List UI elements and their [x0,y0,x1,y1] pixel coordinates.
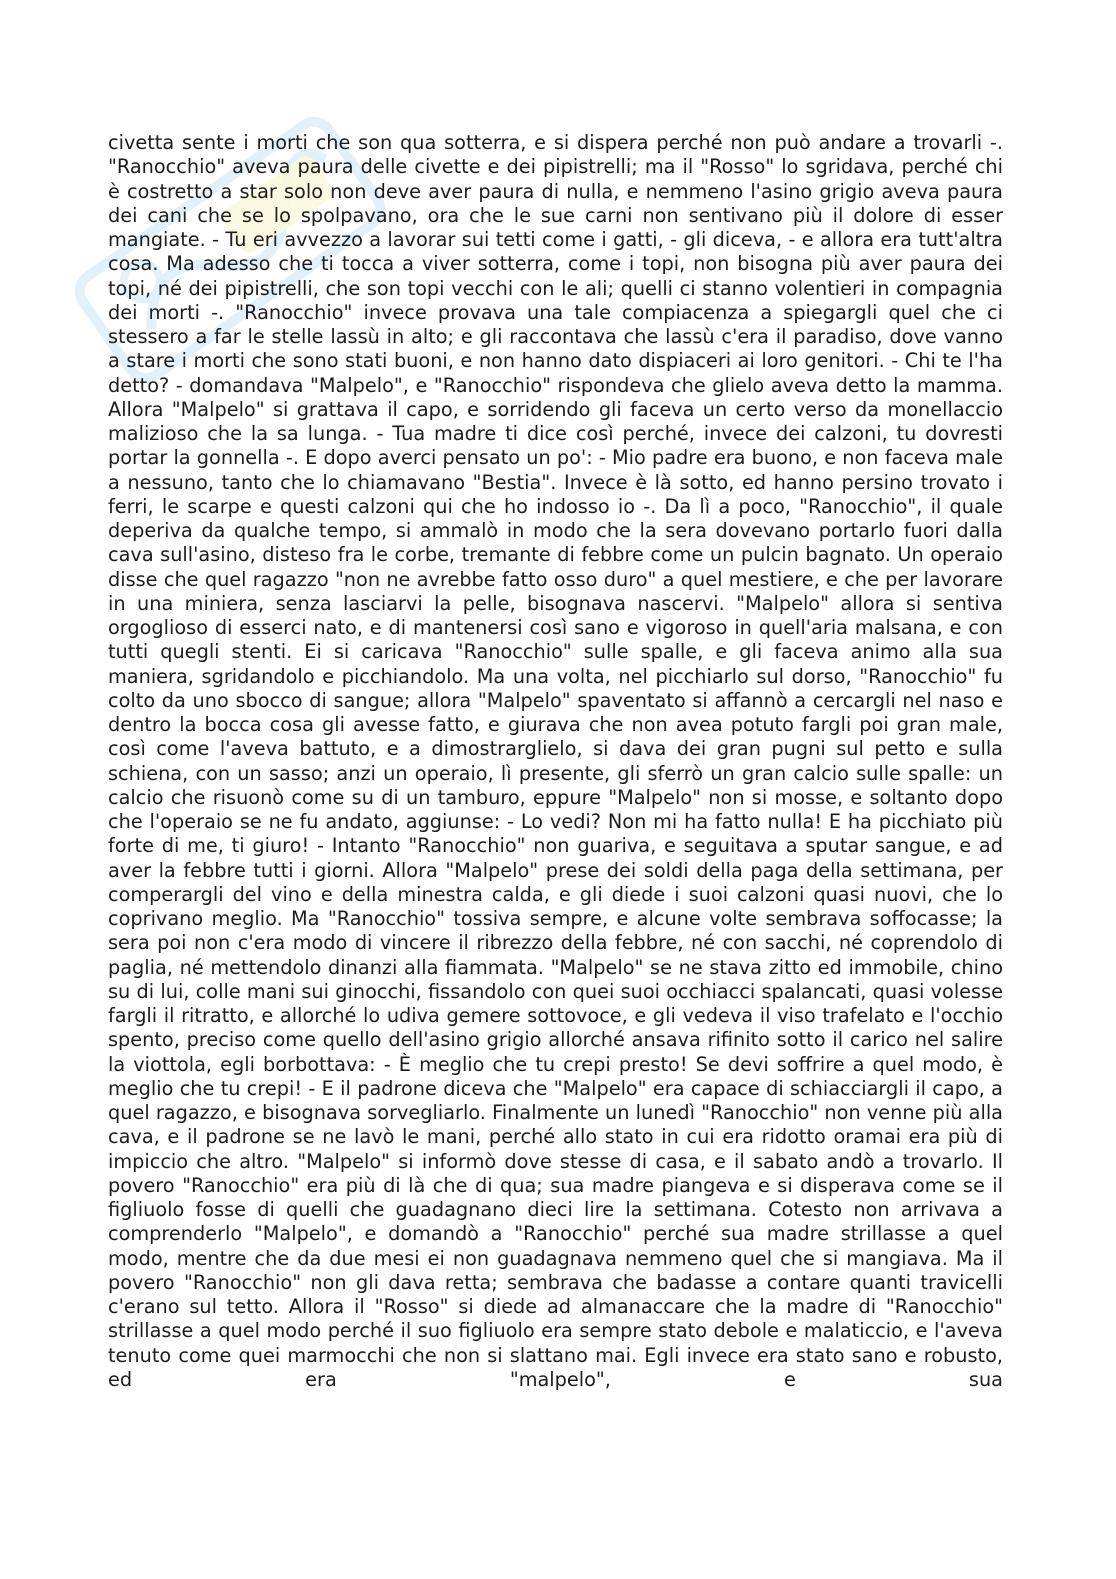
body-text: civetta sente i morti che son qua sotterra, e si dispera perché non può andare a trovarli -. "Ranocchio" aveva paura delle civette e dei pipistrelli; ma il "Rosso" lo sgridava, perché chi è costretto a star solo non deve aver paura di nulla, e nemmeno l'asino grigio aveva paura dei cani che se lo spolpavano, ora che le sue carni non sentivano più il dolore di esser mangiate. - Tu eri avvezzo a lavorar sui tetti come i gatti, - gli diceva, - e allora era tutt'altra cosa. Ma adesso che ti tocca a viver sotterra, come i topi, non bisogna più aver paura dei topi, né dei pipistrelli, che son topi vecchi con le ali; quelli ci stanno volentieri in compagnia dei morti -. "Ranocchio" invece provava una tale compiacenza a spiegargli quel che ci stessero a far le stelle lassù in alto; e gli raccontava che lassù c'era il paradiso, dove vanno a stare i morti che sono stati buoni, e non hanno dato dispiaceri ai loro genitori. - Chi te l'ha detto? - domandava "Malpelo", e "Ranocchio" rispondeva che glielo aveva detto la mamma. Allora "Malpelo" si grattava il capo, e sorridendo gli faceva un certo verso da monellaccio malizioso che la sa lunga. - Tua madre ti dice così perché, invece dei calzoni, tu dovresti portar la gonnella -. E dopo averci pensato un po': - Mio padre era buono, e non faceva male a nessuno, tanto che lo chiamavano "Bestia". Invece è là sotto, ed hanno persino trovato i ferri, le scarpe e questi calzoni qui che ho indosso io -. Da lì a poco, "Ranocchio", il quale deperiva da qualche tempo, si ammalò in modo che la sera dovevano portarlo fuori dalla cava sull'asino, disteso fra le corbe, tremante di febbre come un pulcin bagnato. Un operaio disse che quel ragazzo "non ne avrebbe fatto osso duro" a quel mestiere, e che per lavorare in una miniera, senza lasciarvi la pelle, bisognava nascervi. "Malpelo" allora si sentiva orgoglioso di esserci nato, e di mantenersi così sano e vigoroso in quell'aria malsana, e con tutti quegli stenti. Ei si caricava "Ranocchio" sulle spalle, e gli faceva animo alla sua maniera, sgridandolo e picchiandolo. Ma una volta, nel picchiarlo sul dorso, "Ranocchio" fu colto da uno sbocco di sangue; allora "Malpelo" spaventato si affannò a cercargli nel naso e dentro la bocca cosa gli avesse fatto, e giurava che non avea potuto fargli poi gran male, così come l'aveva battuto, e a dimostrarglielo, si dava dei gran pugni sul petto e sulla schiena, con un sasso; anzi un operaio, lì presente, gli sferrò un gran calcio sulle spalle: un calcio che risuonò come su di un tamburo, eppure "Malpelo" non si mosse, e soltanto dopo che l'operaio se ne fu andato, aggiunse: - Lo vedi? Non mi ha fatto nulla! E ha picchiato più forte di me, ti giuro! - Intanto "Ranocchio" non guariva, e seguitava a sputar sangue, e ad aver la febbre tutti i giorni. Allora "Malpelo" prese dei soldi della paga della settimana, per comperargli del vino e della minestra calda, e gli diede i suoi calzoni quasi nuovi, che lo coprivano meglio. Ma "Ranocchio" tossiva sempre, e alcune volte sembrava soffocasse; la sera poi non c'era modo di vincere il ribrezzo della febbre, né con sacchi, né coprendolo di paglia, né mettendolo dinanzi alla fiammata. "Malpelo" se ne stava zitto ed immobile, chino su di lui, colle mani sui ginocchi, fissandolo con quei suoi occhiacci spalancati, quasi volesse fargli il ritratto, e allorché lo udiva gemere sottovoce, e gli vedeva il viso trafelato e l'occhio spento, preciso come quello dell'asino grigio allorché ansava rifinito sotto il carico nel salire la viottola, egli borbottava: - È meglio che tu crepi presto! Se devi soffrire a quel modo, è meglio che tu crepi! - E il padrone diceva che "Malpelo" era capace di schiacciargli il capo, a quel ragazzo, e bisognava sorvegliarlo. Finalmente un lunedì "Ranocchio" non venne più alla cava, e il padrone se ne lavò le mani, perché allo stato in cui era ridotto oramai era più di impiccio che altro. "Malpelo" si informò dove stesse di casa, e il sabato andò a trovarlo. Il povero "Ranocchio" era più di là che di qua; sua madre piangeva e si disperava come se il figliuolo fosse di quelli che guadagnano dieci lire la settimana. Cotesto non arrivava a comprenderlo "Malpelo", e domandò a "Ranocchio" perché sua madre strillasse a quel modo, mentre che da due mesi ei non guadagnava nemmeno quel che si mangiava. Ma il povero "Ranocchio" non gli dava retta; sembrava che badasse a contare quanti travicelli c'erano sul tetto. Allora il "Rosso" si diede ad almanaccare che la madre di "Ranocchio" strillasse a quel modo perché il suo figliuolo era sempre stato debole e malaticcio, e l'aveva tenuto come quei marmocchi che non si slattano mai. Egli invece era stato sano e robusto, ed era "malpelo", e sua [108,131,1003,1391]
